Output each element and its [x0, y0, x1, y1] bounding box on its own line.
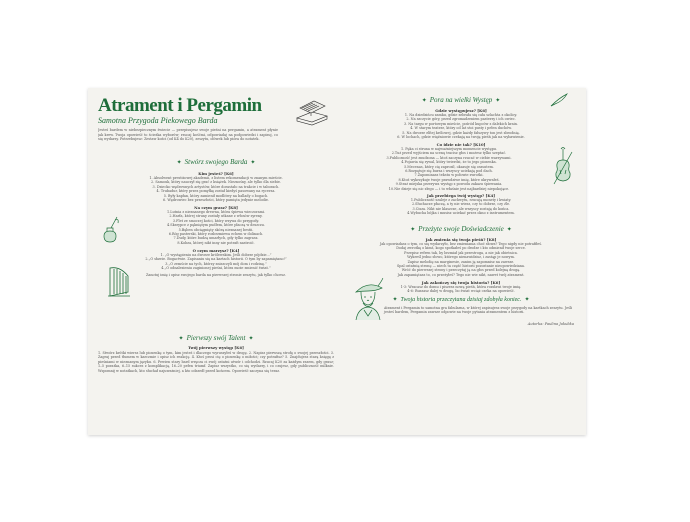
list-item: Dodaj zwrotkę o kimś, kogo spotkałeś po drodze i kto odmienił twoje serce. [396, 246, 526, 251]
list-item: 1.Lutnia z nieznanego drewna, która śpiewa wieczorami. [167, 210, 265, 214]
list-item: 8.Ktoś wykrzykuje twoje prawdziwe imię, które ukrywałeś. [398, 177, 500, 182]
sparkle-icon: ✦ [250, 160, 256, 166]
list-item: 2. Samouk, który nauczył się grać z książek. Nieznośny, ale tylko dla siebie. [151, 180, 281, 185]
prompt-list-how-it-goes [350, 198, 572, 216]
list-item: 1.Publiczność szaleje z zachwytu, rzucają monety i kwiaty. [410, 198, 512, 202]
list-item: 5. Były kapłan, który zamienił modlitwy na ballady o bogach. [163, 193, 269, 198]
books-icon [294, 96, 330, 126]
list-item: Wykreśl jedno słowo, którego nienawidzisz, i zastąp je nowym. [407, 255, 515, 260]
page-subtitle: Samotna Przygoda Piekowego Barda [98, 116, 218, 125]
list-item: 6. W lochach, gdzie więźniowie czekają na twoją pieśń jak na wybawienie. [397, 135, 525, 140]
list-item: 4.„O odnalezieniu zaginionej pieśni, która może zmienić świat.” [161, 266, 271, 271]
sparkle-icon: ✦ [176, 160, 182, 166]
dream-footnote: Zanotuj imię i opisz swojego barda na pierwszej stronie zeszytu, jak tylko chcesz. [145, 273, 287, 277]
list-item: 2.Słuchacze płaczą, a ty nie wiesz, czy to dobrze, czy źle. [411, 202, 511, 207]
author-signature: Autorka: Paulina Jakubka [527, 322, 574, 326]
list-item: 3.„O zemście na tych, którzy zniszczyli mój dom i rodzinę.” [165, 261, 267, 266]
list-item: 3. Na targu w portowym mieście, pośród kupców z dalekich krain. [403, 121, 518, 126]
prompt-list-instrument [118, 210, 314, 245]
list-item: 4. W starym teatrze, który od lat stoi pusty i pełen duchów. [410, 126, 512, 131]
section-heading-experience: ✦ Przeżyte swoje Doświadczenie ✦ [410, 225, 512, 233]
prompt-title-how-it-goes: Jak przebiega twój występ? [K4] [426, 193, 496, 198]
prompt-title-song-change: Jak zmienia się twoja pieśń? [K8] [425, 237, 497, 242]
section-heading-ending: ✦ Twoja historia przeczytana dzisiaj zdobyła koniec. ✦ [392, 297, 530, 303]
list-item: Spal ostatnią stronę — niech ta część historii pozostanie nieopowiedziana. [396, 264, 526, 269]
list-item: 3.Publiczność jest znudzona — ktoś zaczyna rzucać w ciebie warzywami. [386, 155, 512, 160]
section-heading-performance: ✦ Pora na wielki Występ ✦ [421, 96, 501, 104]
list-item: 4.Skrzypce z pękniętym pudłem, które płaczą w deszczu. [167, 223, 265, 228]
prompt-title-ending: Jak zakończy się twoja historia? [K6] [421, 280, 501, 285]
right-column [344, 88, 578, 435]
list-item: 4.Wybucha bójka i musisz uciekać przez okno z instrumentem. [407, 211, 515, 216]
list-item: 1. Na dziedzińcu zamku, gdzie zebrała się cała szlachta z okolicy. [404, 113, 518, 117]
left-column [98, 88, 334, 435]
list-item: 5.Bęben obciągnięty skórą nieznanej bestii. [178, 227, 254, 232]
prompt-list-where [344, 113, 578, 139]
quill-icon [549, 92, 569, 108]
list-item: 4.Pojawia się rywal, który twierdzi, że to jego piosenka. [401, 160, 497, 165]
list-item: 5.Mecenas, który cię zaprosił, okazuje się oszustem. [404, 164, 494, 169]
page-title: Atrament i Pergamin [98, 95, 262, 116]
sparkle-icon: ✦ [421, 98, 427, 104]
list-item: 1. Pęka ci struna w najważniejszym momencie występu. [400, 147, 498, 151]
list-item: 6.Rozpętuje się burza i wszyscy uciekają pod dach. [405, 169, 493, 174]
sparkle-icon: ✦ [410, 227, 416, 233]
list-item: 8.Kobza, której nikt inny nie potrafi nastroić. [177, 240, 255, 245]
section-heading-talent: ✦ Pierwszy swój Talent ✦ [178, 334, 254, 342]
list-item: 2.„O sławie. Bogactwie. Zapisaniu się na kartach historii. O tym by zapamiętano!” [145, 257, 287, 262]
harp-icon [106, 264, 132, 298]
sparkle-icon: ✦ [392, 297, 398, 303]
list-item: 10.Nie dzieje się nic złego — i to właśnie jest najbardziej niepokojące. [388, 186, 510, 191]
list-item: 1-3: Wracasz do domu i piszesz nową pieśń, która rozsławi twoje imię. [400, 285, 522, 289]
list-item: 6. Wędrowiec bez przeszłości, który pamięta jedynie melodie. [163, 198, 269, 203]
sparkle-icon: ✦ [178, 336, 184, 342]
prompt-title-first-performance: Twój pierwszy występ [K6] [188, 345, 244, 350]
prompt-title-what-goes-wrong: Co idzie nie tak? [K10] [436, 142, 486, 147]
list-item: 3. Dziecko wędrownych artystów, które dorastało na trakcie i w taborach. [152, 184, 280, 189]
sparkle-icon: ✦ [495, 98, 501, 104]
violin-icon [552, 146, 574, 186]
list-item: 2.Harfa, której struny zostały utkane z włosów syreny. [169, 214, 263, 219]
list-item: Zapisz melodię na marginesie, zanim ją zapomnisz na zawsze. [407, 259, 515, 264]
list-item: 5. Na dworze elfiej królowej, gdzie każdy fałszywy ton jest zbrodnią. [402, 130, 520, 135]
list-item: Wróć do pierwszej strony i przeczytaj ją na głos przed kolejną drogą. [401, 268, 521, 273]
list-item: 6.Róg pasterski, który rozbrzmiewa echem w dolinach. [168, 232, 264, 237]
list-item: 2. Na szczycie góry, przed zgromadzeniem pasterzy i ich owiec. [406, 117, 516, 122]
list-item: 7.Zapominasz tekstu w połowie zwrotki. [414, 173, 484, 178]
list-item: 1. Absolwent prestiżowej akademii, z listem rekomendacji w znanym mieście. [149, 176, 283, 180]
prompt-list-who [98, 176, 334, 202]
list-item: 9.Straż miejska przerywa występ z powodu zakazu śpiewania. [395, 182, 503, 187]
list-item: Przepisz refren tak, by brzmiał jak przestroga, a nie jak obietnica. [404, 250, 518, 255]
sparkle-icon: ✦ [506, 227, 512, 233]
list-item: Jak opowiadasz o tym, co się wydarzyło, bez zmieniania choć słowa? Tego nigdy nie potrafiłeś. [379, 242, 543, 246]
list-item: Jak zapamiętasz to, co przeżyłeś? Tego nie wie nikt, nawet twój atrament. [397, 272, 525, 277]
sparkle-icon: ✦ [524, 297, 530, 303]
prompt-title-dream: O czym marzysz? [K4] [192, 248, 240, 253]
list-item: 3.Flet ze smoczej kości, który wzywa do przygody. [172, 218, 260, 223]
list-item: 2.Tuż przed wyjściem na scenę tracisz głos i możesz tylko szeptać. [391, 151, 507, 156]
prompt-list-song-change [350, 242, 572, 277]
section-heading-create-bard: ✦ Stwórz swojego Barda ✦ [176, 158, 256, 166]
prompt-list-ending [384, 285, 538, 294]
list-item: 7.Dudy, które budzą umarłych, gdy tylko zagrasz. [173, 236, 259, 241]
list-item: 1. „O wystąpieniu na dworze królewskim. Jeśli dobrze pójdzie...” [160, 253, 272, 257]
sparkle-icon: ✦ [248, 336, 254, 342]
list-item: 4-6: Ruszasz dalej w drogę, bo świat wciąż czeka na opowieść. [407, 289, 515, 294]
intro-text: Jesteś bardem w niebezpiecznym świecie — przepisujesz swoje pieśni na pergamin, a atrament płynie jak krew. Twoja opowieść to ścieżka wyborów; rzucaj kośćmi, odpowiadaj na podpowiedzi i zapisuj, co się wydarzy. Potrzebujesz: Zestaw kości (od K4 do K20), zeszytu, ołówek lub pióra do notatek. [98, 128, 278, 142]
prompt-title-who: Kim jesteś? [K6] [198, 171, 234, 176]
inkwell-icon [100, 216, 120, 246]
closing-paragraph: Atrament i Pergamin to samotna gra fabularna, w której zapisujesz swoje przygody na kartkach zeszytu. Jeśli jesteś bardem, Pergamin zawsze odpowie na twoje pytania atramentem z historii. [384, 306, 572, 315]
list-item: 3.Cisza. Nikt nie klaszcze, ale wszyscy zostają do końca. [412, 206, 510, 211]
document-sheet [88, 88, 586, 435]
prompt-list-what-goes-wrong [350, 147, 548, 191]
prompt-title-where: Gdzie występujesz? [K6] [435, 108, 487, 113]
first-performance-text: 1. Stwórz krótki wiersz lub piosenkę o tym, kim jesteś i dlaczego wyruszyłeś w drogę. 2. Napisz pierwszą strofę o swojej przeszłości. 3. Zagraj przed tłumem w karczmie i opisz ich reakcję. 4. Ktoś prosi cię o piosenkę o miłości; czy potrafisz? 5. Znajdujesz starą księgę z pieśniami w nieznanym języku. 6. Pewien stary bard wręcza ci swój ostatni utwór i odchodzi. Rzucaj K20 za każdym razem, gdy grasz; 1–5 porażka, 6–15 sukces z komplikacją, 16–20 pełen triumf. Zapisz wszystko, co się wydarzy, i co czujesz, gdy publiczność milknie. Wspomnij w notatkach, kto słuchał najuważniej, a kto odszedł przed końcem. Opowieść zaczyna się teraz. [98, 351, 334, 373]
prompt-list-dream [122, 253, 310, 271]
list-item: 4. Trubadur, który przez pomyłkę został kiedyś pasowany na rycerza. [156, 189, 276, 194]
prompt-title-instrument: Na czym grasz? [K8] [194, 205, 238, 210]
